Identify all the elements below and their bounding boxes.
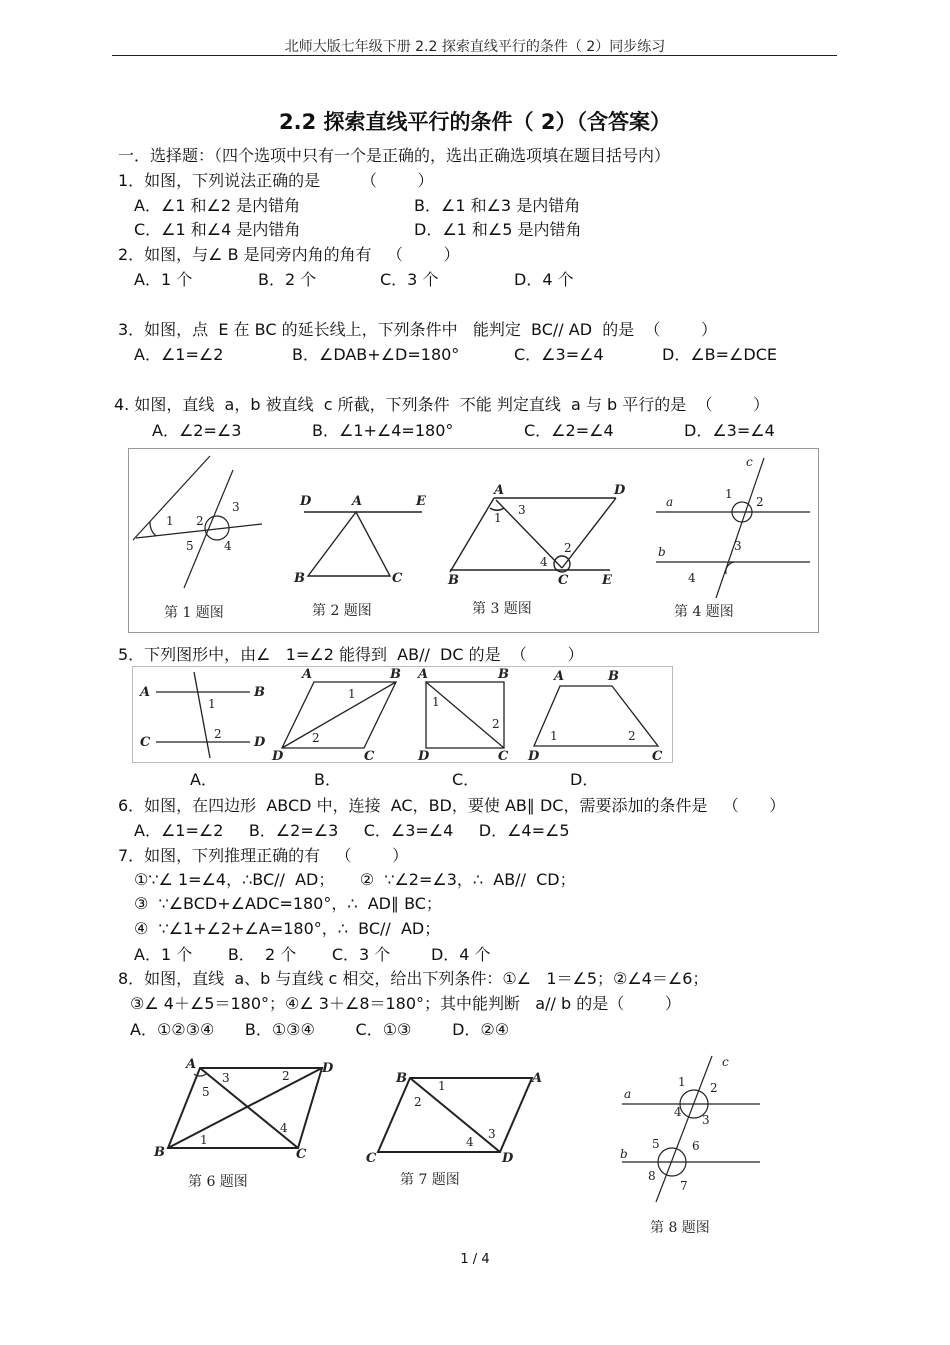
q7-stem: 7．如图，下列推理正确的有 （ ） bbox=[118, 846, 409, 865]
svg-text:2: 2 bbox=[710, 1081, 718, 1095]
svg-text:C: C bbox=[366, 1151, 377, 1166]
svg-text:2: 2 bbox=[628, 729, 636, 743]
fig4-label-3: 3 bbox=[734, 539, 742, 553]
svg-text:3: 3 bbox=[702, 1113, 710, 1127]
q5-option-d: D． bbox=[570, 770, 599, 789]
fig4-label-c: c bbox=[746, 455, 753, 469]
q7-line-2: ③ ∵∠BCD+∠ADC=180°，∴ AD∥ BC； bbox=[134, 894, 442, 913]
fig2-label-A: A bbox=[352, 494, 363, 509]
svg-text:1: 1 bbox=[208, 697, 216, 711]
q2-stem: 2．如图，与∠ B 是同旁内角的角有 （ ） bbox=[118, 245, 460, 264]
fig1-label-2: 2 bbox=[196, 514, 204, 528]
fig3-label-C: C bbox=[558, 573, 569, 588]
q4-option-d: D．∠3=∠4 bbox=[684, 421, 775, 440]
q1-option-b: B．∠1 和∠3 是内错角 bbox=[414, 196, 581, 215]
q2-option-c: C．3 个 bbox=[380, 270, 439, 289]
fig4-label-4: 4 bbox=[688, 571, 696, 585]
q8-options: A．①②③④ B．①③④ C．①③ D．②④ bbox=[130, 1020, 510, 1039]
q4-option-b: B．∠1+∠4=180° bbox=[312, 421, 454, 440]
svg-text:B: B bbox=[154, 1145, 165, 1160]
svg-text:c: c bbox=[722, 1055, 729, 1069]
fig3-label-3: 3 bbox=[518, 503, 526, 517]
fig2-caption: 第 2 题图 bbox=[312, 603, 372, 619]
svg-text:B: B bbox=[254, 685, 265, 700]
svg-text:D: D bbox=[528, 749, 540, 764]
fig8-caption: 第 8 题图 bbox=[650, 1220, 710, 1236]
page-header: 北师大版七年级下册 2.2 探索直线平行的条件（ 2）同步练习 bbox=[284, 39, 666, 55]
q3-stem: 3．如图，点 E 在 BC 的延长线上，下列条件中 能判定 BC// AD 的是 （ ） bbox=[118, 320, 718, 339]
svg-text:3: 3 bbox=[222, 1071, 230, 1085]
fig4-label-2: 2 bbox=[756, 495, 764, 509]
svg-text:C: C bbox=[364, 749, 375, 764]
svg-text:1: 1 bbox=[550, 729, 558, 743]
fig1-label-3: 3 bbox=[232, 500, 240, 514]
figure-4 bbox=[656, 458, 810, 598]
svg-text:B: B bbox=[396, 1071, 407, 1086]
figure-2 bbox=[304, 512, 422, 576]
svg-text:C: C bbox=[498, 749, 509, 764]
svg-text:1: 1 bbox=[200, 1133, 208, 1147]
q3-option-a: A．∠1=∠2 bbox=[134, 345, 224, 364]
q5-option-c: C． bbox=[452, 770, 480, 789]
q8-line-1: 8．如图，直线 a、b 与直线 c 相交，给出下列条件：①∠ 1＝∠5；②∠4＝∠6； bbox=[118, 969, 709, 988]
fig4-label-1: 1 bbox=[725, 487, 733, 501]
q7-options: A．1 个 B． 2 个 C．3 个 D．4 个 bbox=[134, 945, 491, 964]
svg-text:A: A bbox=[554, 669, 565, 684]
q3-option-b: B．∠DAB+∠D=180° bbox=[292, 345, 460, 364]
svg-text:2: 2 bbox=[214, 727, 222, 741]
fig1-label-5: 5 bbox=[186, 539, 194, 553]
svg-text:1: 1 bbox=[432, 695, 440, 709]
svg-text:2: 2 bbox=[282, 1069, 290, 1083]
q3-option-d: D．∠B=∠DCE bbox=[662, 345, 777, 364]
q2-option-d: D．4 个 bbox=[514, 270, 574, 289]
section-heading: 一．选择题：（四个选项中只有一个是正确的，选出正确选项填在题目括号内） bbox=[118, 146, 671, 165]
svg-text:4: 4 bbox=[466, 1135, 474, 1149]
fig3-caption: 第 3 题图 bbox=[472, 601, 532, 617]
fig1-caption: 第 1 题图 bbox=[164, 605, 224, 621]
fig3-label-2: 2 bbox=[564, 541, 572, 555]
svg-text:b: b bbox=[620, 1147, 628, 1161]
svg-text:A: A bbox=[302, 667, 313, 682]
fig2-label-E: E bbox=[416, 494, 426, 509]
svg-text:D: D bbox=[502, 1151, 514, 1166]
svg-text:1: 1 bbox=[678, 1075, 686, 1089]
svg-text:C: C bbox=[652, 749, 663, 764]
fig7-caption: 第 7 题图 bbox=[400, 1172, 460, 1188]
fig1-label-4: 4 bbox=[224, 539, 232, 553]
fig3-label-A: A bbox=[494, 483, 505, 498]
fig1-label-1: 1 bbox=[166, 514, 174, 528]
q1-option-d: D．∠1 和∠5 是内错角 bbox=[414, 220, 582, 239]
figure-3 bbox=[450, 498, 616, 572]
svg-text:3: 3 bbox=[488, 1127, 496, 1141]
svg-text:2: 2 bbox=[414, 1095, 422, 1109]
svg-text:a: a bbox=[624, 1087, 632, 1101]
q6-stem: 6．如图，在四边形 ABCD 中，连接 AC，BD，要使 AB∥ DC，需要添加的条件是 （ ） bbox=[118, 796, 786, 815]
figures-q5 bbox=[132, 666, 674, 764]
fig3-label-D: D bbox=[614, 483, 626, 498]
svg-text:D: D bbox=[254, 735, 266, 750]
q5-stem: 5．下列图形中，由∠ 1=∠2 能得到 AB// DC 的是 （ ） bbox=[118, 645, 584, 664]
q2-option-a: A．1 个 bbox=[134, 270, 193, 289]
q7-line-1: ①∵∠ 1=∠4，∴BC// AD； ② ∵∠2=∠3，∴ AB// CD； bbox=[134, 870, 576, 889]
svg-text:4: 4 bbox=[674, 1105, 682, 1119]
q1-option-c: C．∠1 和∠4 是内错角 bbox=[134, 220, 301, 239]
svg-text:C: C bbox=[296, 1147, 307, 1162]
q4-stem: 4. 如图，直线 a，b 被直线 c 所截，下列条件 不能 判定直线 a 与 b 平行的是 （ ） bbox=[114, 395, 770, 414]
svg-text:5: 5 bbox=[652, 1137, 660, 1151]
fig2-label-C: C bbox=[392, 571, 403, 586]
fig4-label-a: a bbox=[666, 495, 674, 509]
svg-text:2: 2 bbox=[492, 717, 500, 731]
svg-text:C: C bbox=[140, 735, 151, 750]
svg-text:D: D bbox=[272, 749, 284, 764]
fig4-caption: 第 4 题图 bbox=[674, 604, 734, 620]
svg-text:5: 5 bbox=[202, 1085, 210, 1099]
page-number: 1 / 4 bbox=[460, 1252, 490, 1267]
svg-text:A: A bbox=[140, 685, 151, 700]
svg-text:B: B bbox=[608, 669, 619, 684]
q5-option-a: A． bbox=[190, 770, 217, 789]
svg-text:B: B bbox=[390, 667, 401, 682]
svg-text:7: 7 bbox=[680, 1179, 688, 1193]
svg-text:6: 6 bbox=[692, 1139, 700, 1153]
figures-q6-q8 bbox=[148, 1052, 778, 1242]
q5-option-b: B． bbox=[314, 770, 341, 789]
figures-q1-q4 bbox=[128, 448, 820, 634]
q3-option-c: C．∠3=∠4 bbox=[514, 345, 604, 364]
q2-option-b: B．2 个 bbox=[258, 270, 317, 289]
svg-text:8: 8 bbox=[648, 1169, 656, 1183]
q4-option-c: C．∠2=∠4 bbox=[524, 421, 614, 440]
fig3-label-B: B bbox=[448, 573, 459, 588]
fig2-label-D: D bbox=[300, 494, 312, 509]
svg-text:2: 2 bbox=[312, 731, 320, 745]
svg-text:D: D bbox=[418, 749, 430, 764]
fig3-label-1: 1 bbox=[494, 511, 502, 525]
header-divider bbox=[112, 55, 837, 56]
svg-text:D: D bbox=[322, 1061, 334, 1076]
svg-text:4: 4 bbox=[280, 1121, 288, 1135]
q6-options: A．∠1=∠2 B．∠2=∠3 C．∠3=∠4 D．∠4=∠5 bbox=[134, 821, 570, 840]
fig3-label-4: 4 bbox=[540, 555, 548, 569]
svg-text:A: A bbox=[532, 1071, 543, 1086]
fig6-caption: 第 6 题图 bbox=[188, 1174, 248, 1190]
q7-line-3: ④ ∵∠1+∠2+∠A=180°，∴ BC// AD； bbox=[134, 919, 441, 938]
q1-option-a: A．∠1 和∠2 是内错角 bbox=[134, 196, 301, 215]
fig3-label-E: E bbox=[602, 573, 612, 588]
svg-text:B: B bbox=[498, 667, 509, 682]
page-title: 2.2 探索直线平行的条件（ 2）（含答案） bbox=[279, 110, 671, 134]
svg-text:1: 1 bbox=[348, 687, 356, 701]
svg-text:1: 1 bbox=[438, 1079, 446, 1093]
q1-stem: 1．如图，下列说法正确的是 （ ） bbox=[118, 171, 434, 190]
svg-text:A: A bbox=[186, 1057, 197, 1072]
fig2-label-B: B bbox=[294, 571, 305, 586]
svg-text:A: A bbox=[418, 667, 429, 682]
q8-line-2: ③∠ 4＋∠5＝180°；④∠ 3＋∠8＝180°；其中能判断 a// b 的是（ ） bbox=[130, 994, 681, 1013]
fig4-label-b: b bbox=[658, 545, 666, 559]
q4-option-a: A．∠2=∠3 bbox=[152, 421, 242, 440]
